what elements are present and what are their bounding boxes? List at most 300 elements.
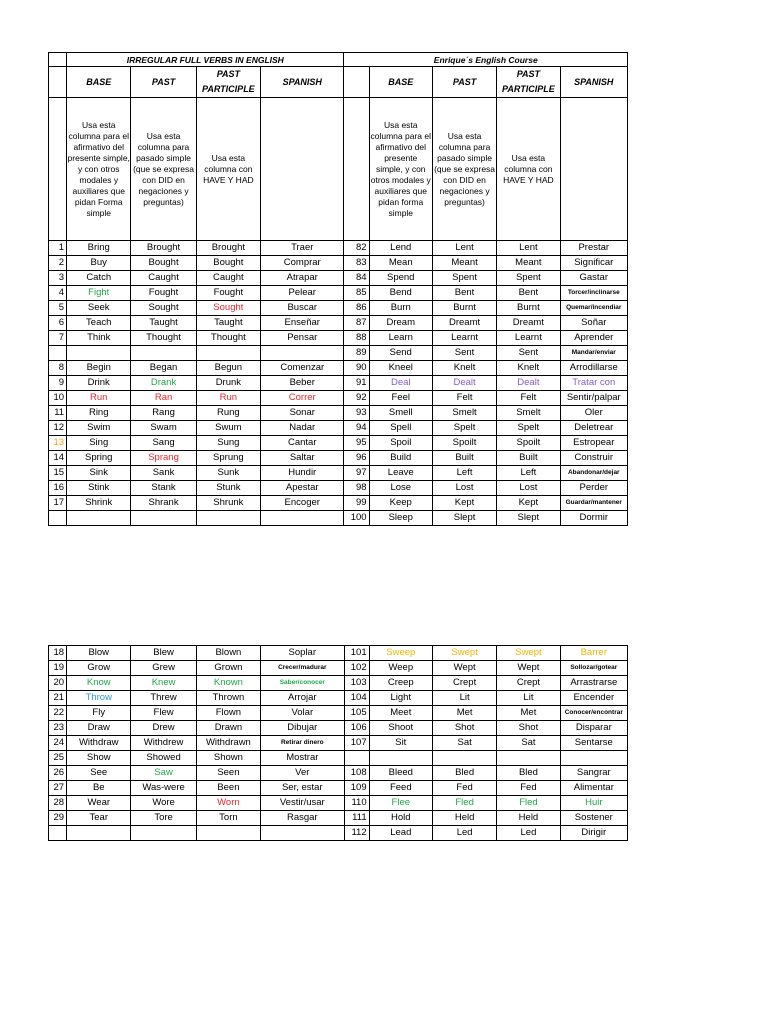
base-form: Begin bbox=[67, 361, 131, 376]
spanish-meaning: Crecer/madurar bbox=[261, 661, 344, 676]
past-participle: Shot bbox=[497, 721, 560, 736]
base-form: Buy bbox=[67, 256, 131, 271]
base-form: Fly bbox=[67, 706, 131, 721]
row-number: 8 bbox=[49, 361, 67, 376]
row-number: 5 bbox=[49, 301, 67, 316]
spanish-meaning: Atrapar bbox=[261, 271, 344, 286]
table-row bbox=[49, 826, 628, 841]
past-participle: Lost bbox=[497, 481, 560, 496]
past-form bbox=[432, 751, 496, 766]
spanish-meaning: Aprender bbox=[560, 331, 627, 346]
row-number: 9 bbox=[49, 376, 67, 391]
header-row bbox=[49, 67, 628, 98]
past-participle bbox=[196, 346, 260, 361]
base-form: Stink bbox=[67, 481, 131, 496]
instruction-past: Usa esta columna para pasado simple (que se expresa con DID en negaciones y preguntas) bbox=[432, 98, 496, 241]
header-past: PAST bbox=[432, 67, 496, 98]
past-form: Slept bbox=[432, 511, 496, 526]
header-past-participle: PAST PARTICIPLE bbox=[196, 67, 260, 98]
past-form: Sprang bbox=[131, 451, 196, 466]
spanish-meaning: Quemar/incendiar bbox=[560, 301, 627, 316]
past-participle: Bent bbox=[497, 286, 560, 301]
past-participle: Sat bbox=[497, 736, 560, 751]
row-number: 21 bbox=[49, 691, 67, 706]
past-form: Threw bbox=[131, 691, 196, 706]
spanish-meaning: Dormir bbox=[560, 511, 627, 526]
base-form: Weep bbox=[369, 661, 432, 676]
past-participle: Seen bbox=[196, 766, 260, 781]
past-form: Spoilt bbox=[432, 436, 496, 451]
spanish-meaning bbox=[261, 511, 344, 526]
past-form: Lit bbox=[432, 691, 496, 706]
base-form: Dream bbox=[369, 316, 432, 331]
spanish-meaning: Hundir bbox=[261, 466, 344, 481]
base-form bbox=[67, 346, 131, 361]
past-form: Showed bbox=[131, 751, 196, 766]
table-row bbox=[49, 676, 628, 691]
past-participle: Bought bbox=[196, 256, 260, 271]
base-form: Shoot bbox=[369, 721, 432, 736]
instruction-base: Usa esta columna para el afirmativo del presente simple, y con otros modales y auxiliares que pidan Forma simple bbox=[67, 98, 131, 241]
header-past: PAST bbox=[131, 67, 196, 98]
spanish-meaning: Conocer/encontrar bbox=[560, 706, 627, 721]
table-row bbox=[49, 661, 628, 676]
base-form: Sink bbox=[67, 466, 131, 481]
base-form: Meet bbox=[369, 706, 432, 721]
base-form: Leave bbox=[369, 466, 432, 481]
row-number bbox=[49, 826, 67, 841]
spanish-meaning: Enseñar bbox=[261, 316, 344, 331]
row-number: 98 bbox=[344, 481, 369, 496]
row-number: 106 bbox=[344, 721, 369, 736]
spanish-meaning: Dibujar bbox=[261, 721, 344, 736]
base-form: Lead bbox=[369, 826, 432, 841]
spanish-meaning: Beber bbox=[261, 376, 344, 391]
past-participle: Brought bbox=[196, 241, 260, 256]
past-form: Withdrew bbox=[131, 736, 196, 751]
base-form: Deal bbox=[369, 376, 432, 391]
past-form: Fed bbox=[432, 781, 496, 796]
spanish-meaning: Nadar bbox=[261, 421, 344, 436]
spanish-meaning: Encoger bbox=[261, 496, 344, 511]
row-number: 83 bbox=[344, 256, 369, 271]
past-participle: Shrunk bbox=[196, 496, 260, 511]
past-participle: Spent bbox=[497, 271, 560, 286]
spanish-meaning: Oler bbox=[560, 406, 627, 421]
row-number: 82 bbox=[344, 241, 369, 256]
table-row bbox=[49, 271, 628, 286]
past-participle: Lent bbox=[497, 241, 560, 256]
past-participle: Shown bbox=[196, 751, 260, 766]
table-row bbox=[49, 331, 628, 346]
past-participle: Worn bbox=[196, 796, 260, 811]
past-form: Was-were bbox=[131, 781, 196, 796]
spanish-meaning: Saltar bbox=[261, 451, 344, 466]
row-number: 27 bbox=[49, 781, 67, 796]
row-number: 111 bbox=[344, 811, 369, 826]
past-participle: Fled bbox=[497, 796, 560, 811]
base-form: Seek bbox=[67, 301, 131, 316]
past-form bbox=[131, 511, 196, 526]
past-participle: Blown bbox=[196, 646, 260, 661]
past-form: Left bbox=[432, 466, 496, 481]
past-participle: Held bbox=[497, 811, 560, 826]
row-number: 86 bbox=[344, 301, 369, 316]
instructions-row bbox=[49, 98, 628, 241]
table-row bbox=[49, 811, 628, 826]
past-form: Grew bbox=[131, 661, 196, 676]
course-title: Enrique´s English Course bbox=[344, 53, 628, 67]
past-participle: Taught bbox=[196, 316, 260, 331]
spanish-meaning: Sentir/palpar bbox=[560, 391, 627, 406]
row-number: 28 bbox=[49, 796, 67, 811]
table-row bbox=[49, 706, 628, 721]
row-number: 6 bbox=[49, 316, 67, 331]
past-form: Lent bbox=[432, 241, 496, 256]
base-form: Grow bbox=[67, 661, 131, 676]
row-number: 91 bbox=[344, 376, 369, 391]
row-number: 99 bbox=[344, 496, 369, 511]
row-number: 94 bbox=[344, 421, 369, 436]
past-form: Knelt bbox=[432, 361, 496, 376]
instruction-base: Usa esta columna para el afirmativo del presente simple, y con otros modales y auxiliares que pidan forma simple bbox=[369, 98, 432, 241]
verbs-table-page-1 bbox=[48, 52, 628, 526]
past-form: Dreamt bbox=[432, 316, 496, 331]
table-row bbox=[49, 646, 628, 661]
row-number: 101 bbox=[344, 646, 369, 661]
past-form: Thought bbox=[131, 331, 196, 346]
spanish-meaning: Ver bbox=[261, 766, 344, 781]
base-form: Build bbox=[369, 451, 432, 466]
past-participle: Known bbox=[196, 676, 260, 691]
base-form bbox=[67, 826, 131, 841]
row-number: 20 bbox=[49, 676, 67, 691]
spanish-meaning: Mandar/enviar bbox=[560, 346, 627, 361]
row-number: 11 bbox=[49, 406, 67, 421]
base-form: Spring bbox=[67, 451, 131, 466]
instruction-past-participle: Usa esta columna con HAVE Y HAD bbox=[196, 98, 260, 241]
spanish-meaning: Tratar con bbox=[560, 376, 627, 391]
past-participle: Spoilt bbox=[497, 436, 560, 451]
past-participle: Sought bbox=[196, 301, 260, 316]
base-form: Hold bbox=[369, 811, 432, 826]
base-form: Flee bbox=[369, 796, 432, 811]
base-form: Smell bbox=[369, 406, 432, 421]
table-row bbox=[49, 421, 628, 436]
row-number: 96 bbox=[344, 451, 369, 466]
base-form: Bleed bbox=[369, 766, 432, 781]
past-form: Fought bbox=[131, 286, 196, 301]
row-number: 95 bbox=[344, 436, 369, 451]
spanish-meaning: Comprar bbox=[261, 256, 344, 271]
table-row bbox=[49, 736, 628, 751]
table-row bbox=[49, 511, 628, 526]
spanish-meaning: Arrastrarse bbox=[560, 676, 627, 691]
header-base: BASE bbox=[67, 67, 131, 98]
spanish-meaning: Sentarse bbox=[560, 736, 627, 751]
past-form: Sat bbox=[432, 736, 496, 751]
table-row bbox=[49, 256, 628, 271]
spanish-meaning: Sonar bbox=[261, 406, 344, 421]
table-row bbox=[49, 316, 628, 331]
spanish-meaning: Volar bbox=[261, 706, 344, 721]
past-form: Learnt bbox=[432, 331, 496, 346]
past-participle: Thought bbox=[196, 331, 260, 346]
past-participle: Rung bbox=[196, 406, 260, 421]
base-form: Spell bbox=[369, 421, 432, 436]
spanish-meaning: Vestir/usar bbox=[261, 796, 344, 811]
past-form: Sang bbox=[131, 436, 196, 451]
past-participle: Built bbox=[497, 451, 560, 466]
row-number: 90 bbox=[344, 361, 369, 376]
past-form: Sought bbox=[131, 301, 196, 316]
base-form: Bring bbox=[67, 241, 131, 256]
past-participle: Run bbox=[196, 391, 260, 406]
row-number: 85 bbox=[344, 286, 369, 301]
row-number: 4 bbox=[49, 286, 67, 301]
past-form: Spelt bbox=[432, 421, 496, 436]
base-form: Spend bbox=[369, 271, 432, 286]
base-form: Burn bbox=[369, 301, 432, 316]
past-form: Wept bbox=[432, 661, 496, 676]
past-participle: Slept bbox=[497, 511, 560, 526]
past-form: Rang bbox=[131, 406, 196, 421]
past-participle: Kept bbox=[497, 496, 560, 511]
row-number: 14 bbox=[49, 451, 67, 466]
base-form: Catch bbox=[67, 271, 131, 286]
past-form: Shot bbox=[432, 721, 496, 736]
past-participle: Sprung bbox=[196, 451, 260, 466]
row-number: 87 bbox=[344, 316, 369, 331]
past-participle: Drawn bbox=[196, 721, 260, 736]
base-form: Blow bbox=[67, 646, 131, 661]
row-number: 100 bbox=[344, 511, 369, 526]
base-form: Learn bbox=[369, 331, 432, 346]
table-row bbox=[49, 361, 628, 376]
row-number: 7 bbox=[49, 331, 67, 346]
past-form: Built bbox=[432, 451, 496, 466]
base-form: Kneel bbox=[369, 361, 432, 376]
past-participle: Knelt bbox=[497, 361, 560, 376]
spanish-meaning bbox=[261, 826, 344, 841]
past-form: Drank bbox=[131, 376, 196, 391]
past-participle: Dreamt bbox=[497, 316, 560, 331]
past-participle bbox=[196, 511, 260, 526]
spanish-meaning: Encender bbox=[560, 691, 627, 706]
spanish-meaning: Correr bbox=[261, 391, 344, 406]
past-participle: Torn bbox=[196, 811, 260, 826]
base-form: Bend bbox=[369, 286, 432, 301]
base-form: See bbox=[67, 766, 131, 781]
past-participle: Sent bbox=[497, 346, 560, 361]
base-form: Tear bbox=[67, 811, 131, 826]
past-participle: Grown bbox=[196, 661, 260, 676]
base-form: Swim bbox=[67, 421, 131, 436]
spanish-meaning: Retirar dinero bbox=[261, 736, 344, 751]
past-form: Saw bbox=[131, 766, 196, 781]
past-participle: Swum bbox=[196, 421, 260, 436]
spanish-meaning: Comenzar bbox=[261, 361, 344, 376]
past-participle: Spelt bbox=[497, 421, 560, 436]
past-participle: Meant bbox=[497, 256, 560, 271]
row-number: 26 bbox=[49, 766, 67, 781]
spanish-meaning: Soplar bbox=[261, 646, 344, 661]
table-row bbox=[49, 346, 628, 361]
row-number: 10 bbox=[49, 391, 67, 406]
past-form: Felt bbox=[432, 391, 496, 406]
base-form: Sweep bbox=[369, 646, 432, 661]
table-row bbox=[49, 751, 628, 766]
table-row bbox=[49, 691, 628, 706]
row-number: 108 bbox=[344, 766, 369, 781]
base-form: Be bbox=[67, 781, 131, 796]
row-number: 15 bbox=[49, 466, 67, 481]
spanish-meaning: Abandonar/dejar bbox=[560, 466, 627, 481]
past-form: Met bbox=[432, 706, 496, 721]
past-form: Sent bbox=[432, 346, 496, 361]
base-form: Sleep bbox=[369, 511, 432, 526]
spanish-meaning: Sollozar/gotear bbox=[560, 661, 627, 676]
row-number: 102 bbox=[344, 661, 369, 676]
row-number bbox=[344, 751, 369, 766]
past-participle: Begun bbox=[196, 361, 260, 376]
spanish-meaning: Deletrear bbox=[560, 421, 627, 436]
spanish-meaning: Dirigir bbox=[560, 826, 627, 841]
past-participle: Sunk bbox=[196, 466, 260, 481]
row-number: 2 bbox=[49, 256, 67, 271]
past-form: Knew bbox=[131, 676, 196, 691]
spanish-meaning: Sostener bbox=[560, 811, 627, 826]
past-form: Held bbox=[432, 811, 496, 826]
base-form: Sit bbox=[369, 736, 432, 751]
past-participle: Caught bbox=[196, 271, 260, 286]
spanish-meaning: Traer bbox=[261, 241, 344, 256]
past-form: Began bbox=[131, 361, 196, 376]
past-participle: Bled bbox=[497, 766, 560, 781]
row-number: 92 bbox=[344, 391, 369, 406]
past-form: Dealt bbox=[432, 376, 496, 391]
past-form: Brought bbox=[131, 241, 196, 256]
base-form: Shrink bbox=[67, 496, 131, 511]
base-form bbox=[369, 751, 432, 766]
spanish-meaning: Pelear bbox=[261, 286, 344, 301]
row-number: 88 bbox=[344, 331, 369, 346]
spanish-meaning: Gastar bbox=[560, 271, 627, 286]
past-form: Wore bbox=[131, 796, 196, 811]
spanish-meaning: Soñar bbox=[560, 316, 627, 331]
past-form: Spent bbox=[432, 271, 496, 286]
past-form: Drew bbox=[131, 721, 196, 736]
row-number: 107 bbox=[344, 736, 369, 751]
table-row bbox=[49, 766, 628, 781]
past-participle: Smelt bbox=[497, 406, 560, 421]
past-participle: Withdrawn bbox=[196, 736, 260, 751]
past-participle bbox=[196, 826, 260, 841]
base-form: Know bbox=[67, 676, 131, 691]
row-number: 105 bbox=[344, 706, 369, 721]
row-number bbox=[49, 511, 67, 526]
past-form: Blew bbox=[131, 646, 196, 661]
spanish-meaning: Significar bbox=[560, 256, 627, 271]
spanish-meaning bbox=[560, 751, 627, 766]
past-participle: Left bbox=[497, 466, 560, 481]
table-row bbox=[49, 436, 628, 451]
table-row bbox=[49, 391, 628, 406]
past-participle: Sung bbox=[196, 436, 260, 451]
past-form: Taught bbox=[131, 316, 196, 331]
row-number: 97 bbox=[344, 466, 369, 481]
past-form bbox=[131, 346, 196, 361]
base-form: Show bbox=[67, 751, 131, 766]
base-form: Draw bbox=[67, 721, 131, 736]
past-participle: Flown bbox=[196, 706, 260, 721]
past-form: Led bbox=[432, 826, 496, 841]
past-form: Swept bbox=[432, 646, 496, 661]
spanish-meaning: Perder bbox=[560, 481, 627, 496]
past-form: Shrank bbox=[131, 496, 196, 511]
past-form: Bent bbox=[432, 286, 496, 301]
instruction-past: Usa esta columna para pasado simple (que se expresa con DID en negaciones y preguntas) bbox=[131, 98, 196, 241]
base-form: Send bbox=[369, 346, 432, 361]
row-number: 12 bbox=[49, 421, 67, 436]
table-row bbox=[49, 451, 628, 466]
row-number: 29 bbox=[49, 811, 67, 826]
spanish-meaning: Torcer/inclinarse bbox=[560, 286, 627, 301]
row-number: 109 bbox=[344, 781, 369, 796]
past-form: Bought bbox=[131, 256, 196, 271]
table-row bbox=[49, 496, 628, 511]
row-number: 16 bbox=[49, 481, 67, 496]
spanish-meaning: Cantar bbox=[261, 436, 344, 451]
past-form: Smelt bbox=[432, 406, 496, 421]
row-number: 25 bbox=[49, 751, 67, 766]
base-form: Throw bbox=[67, 691, 131, 706]
past-form: Stank bbox=[131, 481, 196, 496]
base-form: Withdraw bbox=[67, 736, 131, 751]
spanish-meaning: Apestar bbox=[261, 481, 344, 496]
table-row bbox=[49, 301, 628, 316]
base-form: Feel bbox=[369, 391, 432, 406]
header-spanish: SPANISH bbox=[261, 67, 344, 98]
spanish-meaning: Barrer bbox=[560, 646, 627, 661]
base-form: Lend bbox=[369, 241, 432, 256]
base-form: Think bbox=[67, 331, 131, 346]
row-number: 22 bbox=[49, 706, 67, 721]
row-number: 18 bbox=[49, 646, 67, 661]
header-spanish: SPANISH bbox=[560, 67, 627, 98]
past-participle: Felt bbox=[497, 391, 560, 406]
spanish-meaning: Guardar/mantener bbox=[560, 496, 627, 511]
spanish-meaning: Buscar bbox=[261, 301, 344, 316]
spanish-meaning bbox=[261, 346, 344, 361]
past-form: Crept bbox=[432, 676, 496, 691]
past-form: Burnt bbox=[432, 301, 496, 316]
row-number: 23 bbox=[49, 721, 67, 736]
base-form: Creep bbox=[369, 676, 432, 691]
past-participle: Lit bbox=[497, 691, 560, 706]
base-form bbox=[67, 511, 131, 526]
past-participle: Burnt bbox=[497, 301, 560, 316]
past-form: Meant bbox=[432, 256, 496, 271]
sheet-title: IRREGULAR FULL VERBS IN ENGLISH bbox=[67, 53, 344, 67]
past-form: Sank bbox=[131, 466, 196, 481]
past-form: Flew bbox=[131, 706, 196, 721]
spanish-meaning: Rasgar bbox=[261, 811, 344, 826]
header-base: BASE bbox=[369, 67, 432, 98]
past-form: Kept bbox=[432, 496, 496, 511]
spanish-meaning: Prestar bbox=[560, 241, 627, 256]
past-participle: Been bbox=[196, 781, 260, 796]
